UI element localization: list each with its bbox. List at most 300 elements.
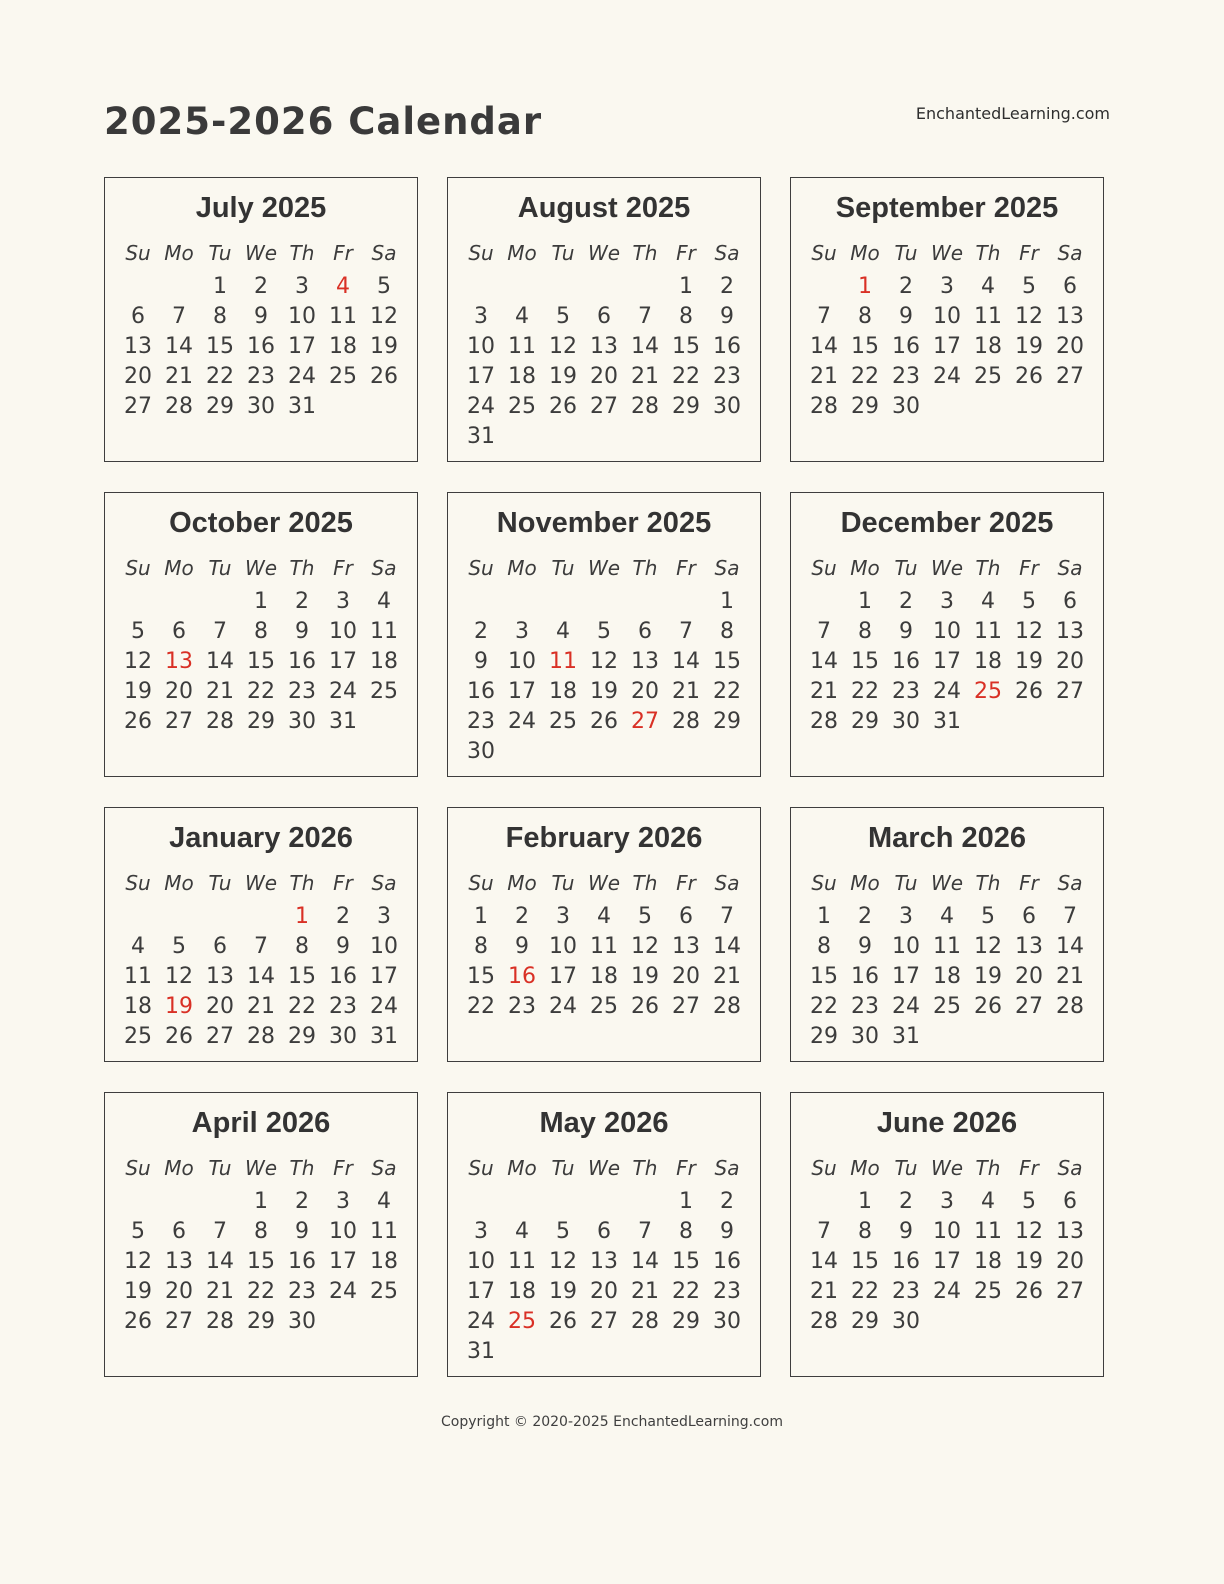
day-cell: 17 bbox=[329, 648, 357, 674]
day-cell: 20 bbox=[1056, 1248, 1084, 1274]
day-cell: 13 bbox=[672, 933, 700, 959]
day-cell: 18 bbox=[124, 993, 152, 1019]
week-row bbox=[118, 271, 405, 301]
day-cell: 14 bbox=[165, 333, 193, 359]
week-row bbox=[461, 736, 748, 766]
day-cell: 18 bbox=[549, 678, 577, 704]
day-cell: 11 bbox=[508, 333, 536, 359]
day-cell: 3 bbox=[295, 273, 309, 299]
day-cell: 19 bbox=[590, 678, 618, 704]
day-cell: 13 bbox=[1056, 618, 1084, 644]
week-row bbox=[461, 421, 748, 451]
day-cell: 29 bbox=[247, 708, 275, 734]
day-cell bbox=[625, 586, 666, 616]
day-cell: 22 bbox=[810, 993, 838, 1019]
weekday-label: Mo bbox=[850, 241, 880, 265]
week-row bbox=[118, 616, 405, 646]
day-cell: 31 bbox=[329, 708, 357, 734]
day-cell: 28 bbox=[631, 1308, 659, 1334]
day-cell: 13 bbox=[1056, 1218, 1084, 1244]
day-cell: 15 bbox=[810, 963, 838, 989]
day-cell: 2 bbox=[720, 273, 734, 299]
day-cell bbox=[159, 586, 200, 616]
day-cell: 7 bbox=[172, 303, 186, 329]
day-cell: 17 bbox=[288, 333, 316, 359]
day-cell: 30 bbox=[329, 1023, 357, 1049]
day-cell bbox=[543, 736, 584, 766]
weekday-label: Sa bbox=[371, 1156, 397, 1180]
day-cell: 11 bbox=[370, 1218, 398, 1244]
month-table bbox=[461, 229, 748, 451]
week-row bbox=[804, 676, 1091, 706]
day-cell: 23 bbox=[508, 993, 536, 1019]
month-weeks bbox=[118, 586, 405, 736]
day-cell: 16 bbox=[892, 1248, 920, 1274]
day-cell: 21 bbox=[247, 993, 275, 1019]
day-cell: 5 bbox=[638, 903, 652, 929]
day-cell: 5 bbox=[556, 1218, 570, 1244]
day-cell: 29 bbox=[672, 393, 700, 419]
month-title: November 2025 bbox=[496, 507, 712, 539]
day-cell: 4 bbox=[377, 1188, 391, 1214]
day-cell: 22 bbox=[672, 1278, 700, 1304]
day-cell bbox=[1009, 1021, 1050, 1051]
day-cell: 9 bbox=[899, 303, 913, 329]
day-cell: 31 bbox=[467, 423, 495, 449]
month-weeks bbox=[461, 271, 748, 451]
day-cell: 29 bbox=[672, 1308, 700, 1334]
day-cell: 7 bbox=[720, 903, 734, 929]
weekday-label: Tu bbox=[551, 871, 575, 895]
day-cell bbox=[666, 586, 707, 616]
day-cell: 8 bbox=[720, 618, 734, 644]
day-cell: 15 bbox=[672, 1248, 700, 1274]
day-cell: 8 bbox=[213, 303, 227, 329]
day-cell: 19 bbox=[549, 1278, 577, 1304]
week-row bbox=[118, 646, 405, 676]
day-cell: 16 bbox=[851, 963, 879, 989]
weekday-row bbox=[118, 859, 405, 901]
month-table bbox=[118, 859, 405, 1051]
week-row bbox=[118, 901, 405, 931]
month-card bbox=[790, 1092, 1104, 1377]
day-cell: 5 bbox=[556, 303, 570, 329]
day-cell: 18 bbox=[590, 963, 618, 989]
weekday-label: Tu bbox=[208, 871, 232, 895]
weekday-label: Mo bbox=[507, 241, 537, 265]
day-cell: 5 bbox=[597, 618, 611, 644]
day-cell: 17 bbox=[467, 363, 495, 389]
day-cell: 5 bbox=[1022, 1188, 1036, 1214]
month-card bbox=[790, 807, 1104, 1062]
day-cell bbox=[543, 421, 584, 451]
day-cell: 24 bbox=[892, 993, 920, 1019]
week-row bbox=[804, 391, 1091, 421]
week-row bbox=[804, 586, 1091, 616]
day-cell: 29 bbox=[247, 1308, 275, 1334]
day-cell: 21 bbox=[810, 678, 838, 704]
day-cell: 25 bbox=[974, 678, 1002, 704]
day-cell: 26 bbox=[1015, 678, 1043, 704]
day-cell bbox=[461, 271, 502, 301]
weekday-label: Tu bbox=[894, 1156, 918, 1180]
day-cell bbox=[200, 901, 241, 931]
month-title: July 2025 bbox=[195, 192, 327, 224]
week-row bbox=[118, 1021, 405, 1051]
day-cell: 4 bbox=[597, 903, 611, 929]
weekday-label: Tu bbox=[551, 556, 575, 580]
month-card bbox=[447, 492, 761, 777]
day-cell: 14 bbox=[206, 1248, 234, 1274]
day-cell: 3 bbox=[940, 273, 954, 299]
day-cell: 4 bbox=[981, 1188, 995, 1214]
day-cell: 6 bbox=[1022, 903, 1036, 929]
weekday-label: Su bbox=[125, 556, 151, 580]
day-cell: 23 bbox=[892, 1278, 920, 1304]
day-cell: 22 bbox=[672, 363, 700, 389]
month-card bbox=[447, 1092, 761, 1377]
day-cell: 19 bbox=[1015, 648, 1043, 674]
weekday-label: Mo bbox=[164, 871, 194, 895]
weekday-label: Th bbox=[975, 556, 1001, 580]
weekday-row bbox=[461, 229, 748, 271]
day-cell: 23 bbox=[851, 993, 879, 1019]
day-cell: 23 bbox=[892, 363, 920, 389]
day-cell: 15 bbox=[672, 333, 700, 359]
day-cell: 29 bbox=[713, 708, 741, 734]
month-table bbox=[461, 544, 748, 766]
week-row bbox=[461, 961, 748, 991]
weekday-label: We bbox=[244, 241, 278, 265]
day-cell: 3 bbox=[474, 1218, 488, 1244]
day-cell bbox=[968, 1306, 1009, 1336]
day-cell bbox=[1009, 706, 1050, 736]
month-card bbox=[104, 177, 418, 462]
weekday-label: Fr bbox=[676, 871, 696, 895]
day-cell: 23 bbox=[713, 1278, 741, 1304]
day-cell bbox=[502, 736, 543, 766]
day-cell: 7 bbox=[817, 1218, 831, 1244]
week-row bbox=[461, 1186, 748, 1216]
day-cell: 9 bbox=[720, 1218, 734, 1244]
weekday-label: Th bbox=[975, 1156, 1001, 1180]
day-cell: 20 bbox=[590, 1278, 618, 1304]
day-cell: 8 bbox=[858, 303, 872, 329]
weekday-label: Sa bbox=[1057, 556, 1083, 580]
day-cell: 6 bbox=[679, 903, 693, 929]
weekday-label: We bbox=[587, 1156, 621, 1180]
day-cell: 20 bbox=[1015, 963, 1043, 989]
day-cell: 20 bbox=[206, 993, 234, 1019]
month-title: December 2025 bbox=[840, 507, 1054, 539]
day-cell: 28 bbox=[1056, 993, 1084, 1019]
day-cell: 13 bbox=[1056, 303, 1084, 329]
day-cell bbox=[1009, 391, 1050, 421]
day-cell: 18 bbox=[329, 333, 357, 359]
week-row bbox=[804, 1276, 1091, 1306]
day-cell bbox=[625, 271, 666, 301]
day-cell: 29 bbox=[851, 1308, 879, 1334]
day-cell: 19 bbox=[165, 993, 193, 1019]
day-cell bbox=[200, 1186, 241, 1216]
day-cell: 20 bbox=[1056, 333, 1084, 359]
day-cell: 18 bbox=[508, 1278, 536, 1304]
day-cell: 1 bbox=[858, 1188, 872, 1214]
day-cell bbox=[118, 271, 159, 301]
weekday-label: Fr bbox=[333, 556, 353, 580]
day-cell: 17 bbox=[370, 963, 398, 989]
weekday-label: We bbox=[930, 241, 964, 265]
day-cell: 17 bbox=[467, 1278, 495, 1304]
day-cell: 26 bbox=[590, 708, 618, 734]
day-cell: 10 bbox=[288, 303, 316, 329]
weekday-label: Mo bbox=[507, 556, 537, 580]
day-cell bbox=[502, 586, 543, 616]
weekday-label: Su bbox=[468, 871, 494, 895]
month-card bbox=[104, 492, 418, 777]
day-cell bbox=[804, 271, 845, 301]
day-cell: 16 bbox=[892, 333, 920, 359]
day-cell bbox=[502, 421, 543, 451]
day-cell: 1 bbox=[474, 903, 488, 929]
weekday-label: Su bbox=[125, 1156, 151, 1180]
week-row bbox=[118, 931, 405, 961]
day-cell: 6 bbox=[172, 1218, 186, 1244]
day-cell: 21 bbox=[810, 363, 838, 389]
day-cell: 28 bbox=[631, 393, 659, 419]
day-cell: 21 bbox=[810, 1278, 838, 1304]
day-cell: 26 bbox=[1015, 363, 1043, 389]
weekday-label: Th bbox=[632, 556, 658, 580]
month-title: February 2026 bbox=[505, 822, 703, 854]
day-cell: 1 bbox=[254, 588, 268, 614]
day-cell: 29 bbox=[206, 393, 234, 419]
day-cell: 4 bbox=[515, 1218, 529, 1244]
day-cell: 8 bbox=[254, 1218, 268, 1244]
weekday-label: Fr bbox=[1019, 241, 1039, 265]
day-cell: 8 bbox=[474, 933, 488, 959]
day-cell: 3 bbox=[515, 618, 529, 644]
day-cell: 1 bbox=[858, 588, 872, 614]
day-cell: 29 bbox=[851, 708, 879, 734]
brand-text: EnchantedLearning.com bbox=[915, 104, 1110, 123]
week-row bbox=[461, 1336, 748, 1366]
day-cell bbox=[364, 391, 405, 421]
day-cell: 17 bbox=[892, 963, 920, 989]
week-row bbox=[461, 991, 748, 1021]
day-cell: 4 bbox=[981, 588, 995, 614]
weekday-label: Th bbox=[632, 871, 658, 895]
day-cell: 15 bbox=[247, 1248, 275, 1274]
day-cell: 14 bbox=[1056, 933, 1084, 959]
day-cell: 26 bbox=[974, 993, 1002, 1019]
day-cell: 20 bbox=[124, 363, 152, 389]
day-cell: 13 bbox=[1015, 933, 1043, 959]
month-weeks bbox=[461, 1186, 748, 1366]
day-cell: 10 bbox=[467, 1248, 495, 1274]
day-cell bbox=[1050, 1306, 1091, 1336]
weekday-label: We bbox=[930, 556, 964, 580]
month-table bbox=[804, 859, 1091, 1051]
day-cell: 12 bbox=[165, 963, 193, 989]
day-cell: 19 bbox=[124, 678, 152, 704]
day-cell: 12 bbox=[1015, 1218, 1043, 1244]
day-cell bbox=[461, 1186, 502, 1216]
day-cell: 19 bbox=[631, 963, 659, 989]
day-cell: 5 bbox=[172, 933, 186, 959]
day-cell: 6 bbox=[1063, 588, 1077, 614]
weekday-label: Sa bbox=[714, 556, 740, 580]
day-cell bbox=[502, 1336, 543, 1366]
day-cell: 26 bbox=[1015, 1278, 1043, 1304]
day-cell: 28 bbox=[713, 993, 741, 1019]
day-cell: 3 bbox=[336, 1188, 350, 1214]
week-row bbox=[461, 616, 748, 646]
month-card bbox=[790, 177, 1104, 462]
weekday-label: Mo bbox=[507, 1156, 537, 1180]
day-cell: 27 bbox=[672, 993, 700, 1019]
week-row bbox=[118, 391, 405, 421]
day-cell: 24 bbox=[933, 363, 961, 389]
week-row bbox=[804, 931, 1091, 961]
day-cell bbox=[118, 1186, 159, 1216]
day-cell: 5 bbox=[377, 273, 391, 299]
day-cell: 2 bbox=[899, 588, 913, 614]
month-card bbox=[790, 492, 1104, 777]
weekday-label: Th bbox=[632, 241, 658, 265]
day-cell: 1 bbox=[679, 1188, 693, 1214]
week-row bbox=[461, 271, 748, 301]
weekday-label: Sa bbox=[714, 871, 740, 895]
week-row bbox=[804, 706, 1091, 736]
day-cell: 2 bbox=[899, 273, 913, 299]
week-row bbox=[461, 931, 748, 961]
month-table bbox=[118, 1144, 405, 1336]
day-cell: 10 bbox=[329, 1218, 357, 1244]
week-row bbox=[461, 391, 748, 421]
day-cell: 14 bbox=[810, 333, 838, 359]
day-cell: 8 bbox=[858, 1218, 872, 1244]
day-cell: 11 bbox=[549, 648, 577, 674]
weekday-label: Su bbox=[125, 241, 151, 265]
month-table bbox=[461, 859, 748, 1021]
week-row bbox=[118, 676, 405, 706]
day-cell: 23 bbox=[288, 1278, 316, 1304]
weekday-label: Fr bbox=[1019, 871, 1039, 895]
day-cell: 18 bbox=[508, 363, 536, 389]
weekday-label: We bbox=[587, 556, 621, 580]
day-cell: 9 bbox=[858, 933, 872, 959]
day-cell: 14 bbox=[713, 933, 741, 959]
day-cell: 12 bbox=[370, 303, 398, 329]
day-cell: 18 bbox=[370, 648, 398, 674]
day-cell bbox=[461, 586, 502, 616]
day-cell: 24 bbox=[508, 708, 536, 734]
weekday-label: Su bbox=[468, 556, 494, 580]
day-cell: 10 bbox=[933, 1218, 961, 1244]
month-table bbox=[118, 229, 405, 421]
week-row bbox=[461, 1216, 748, 1246]
day-cell bbox=[927, 391, 968, 421]
day-cell bbox=[1050, 1021, 1091, 1051]
day-cell bbox=[625, 736, 666, 766]
day-cell: 6 bbox=[597, 1218, 611, 1244]
day-cell: 11 bbox=[124, 963, 152, 989]
week-row bbox=[804, 1021, 1091, 1051]
weekday-label: Su bbox=[811, 871, 837, 895]
day-cell: 5 bbox=[131, 1218, 145, 1244]
day-cell: 17 bbox=[933, 1248, 961, 1274]
weekday-row bbox=[461, 859, 748, 901]
day-cell: 30 bbox=[713, 393, 741, 419]
day-cell bbox=[323, 1306, 364, 1336]
day-cell bbox=[1009, 1306, 1050, 1336]
copyright-text: Copyright © 2020-2025 EnchantedLearning.com bbox=[441, 1414, 783, 1430]
week-row bbox=[461, 646, 748, 676]
week-row bbox=[804, 991, 1091, 1021]
day-cell: 11 bbox=[590, 933, 618, 959]
day-cell: 16 bbox=[329, 963, 357, 989]
weekday-label: Fr bbox=[333, 1156, 353, 1180]
day-cell bbox=[968, 1021, 1009, 1051]
day-cell: 26 bbox=[124, 708, 152, 734]
day-cell bbox=[927, 1021, 968, 1051]
day-cell: 27 bbox=[165, 708, 193, 734]
week-row bbox=[461, 901, 748, 931]
day-cell: 19 bbox=[1015, 333, 1043, 359]
day-cell bbox=[543, 1186, 584, 1216]
day-cell: 4 bbox=[336, 273, 350, 299]
day-cell bbox=[968, 391, 1009, 421]
day-cell: 27 bbox=[1056, 678, 1084, 704]
day-cell: 3 bbox=[377, 903, 391, 929]
day-cell: 18 bbox=[974, 648, 1002, 674]
day-cell: 9 bbox=[254, 303, 268, 329]
month-table bbox=[118, 544, 405, 736]
day-cell bbox=[584, 421, 625, 451]
day-cell: 23 bbox=[467, 708, 495, 734]
day-cell: 10 bbox=[549, 933, 577, 959]
day-cell: 16 bbox=[288, 1248, 316, 1274]
day-cell: 14 bbox=[631, 1248, 659, 1274]
day-cell: 18 bbox=[933, 963, 961, 989]
weekday-label: Su bbox=[811, 1156, 837, 1180]
day-cell bbox=[625, 421, 666, 451]
weekday-label: Fr bbox=[1019, 556, 1039, 580]
weekday-row bbox=[804, 859, 1091, 901]
day-cell: 28 bbox=[206, 1308, 234, 1334]
day-cell bbox=[159, 271, 200, 301]
day-cell: 30 bbox=[247, 393, 275, 419]
day-cell: 3 bbox=[899, 903, 913, 929]
day-cell bbox=[927, 1306, 968, 1336]
week-row bbox=[804, 1186, 1091, 1216]
day-cell: 6 bbox=[638, 618, 652, 644]
day-cell: 10 bbox=[933, 618, 961, 644]
day-cell: 14 bbox=[631, 333, 659, 359]
day-cell: 7 bbox=[638, 303, 652, 329]
weekday-label: We bbox=[930, 871, 964, 895]
week-row bbox=[118, 361, 405, 391]
day-cell: 28 bbox=[206, 708, 234, 734]
day-cell: 6 bbox=[1063, 273, 1077, 299]
day-cell: 1 bbox=[679, 273, 693, 299]
month-table bbox=[804, 1144, 1091, 1336]
day-cell: 1 bbox=[858, 273, 872, 299]
week-row bbox=[461, 586, 748, 616]
day-cell: 11 bbox=[329, 303, 357, 329]
day-cell: 7 bbox=[817, 303, 831, 329]
